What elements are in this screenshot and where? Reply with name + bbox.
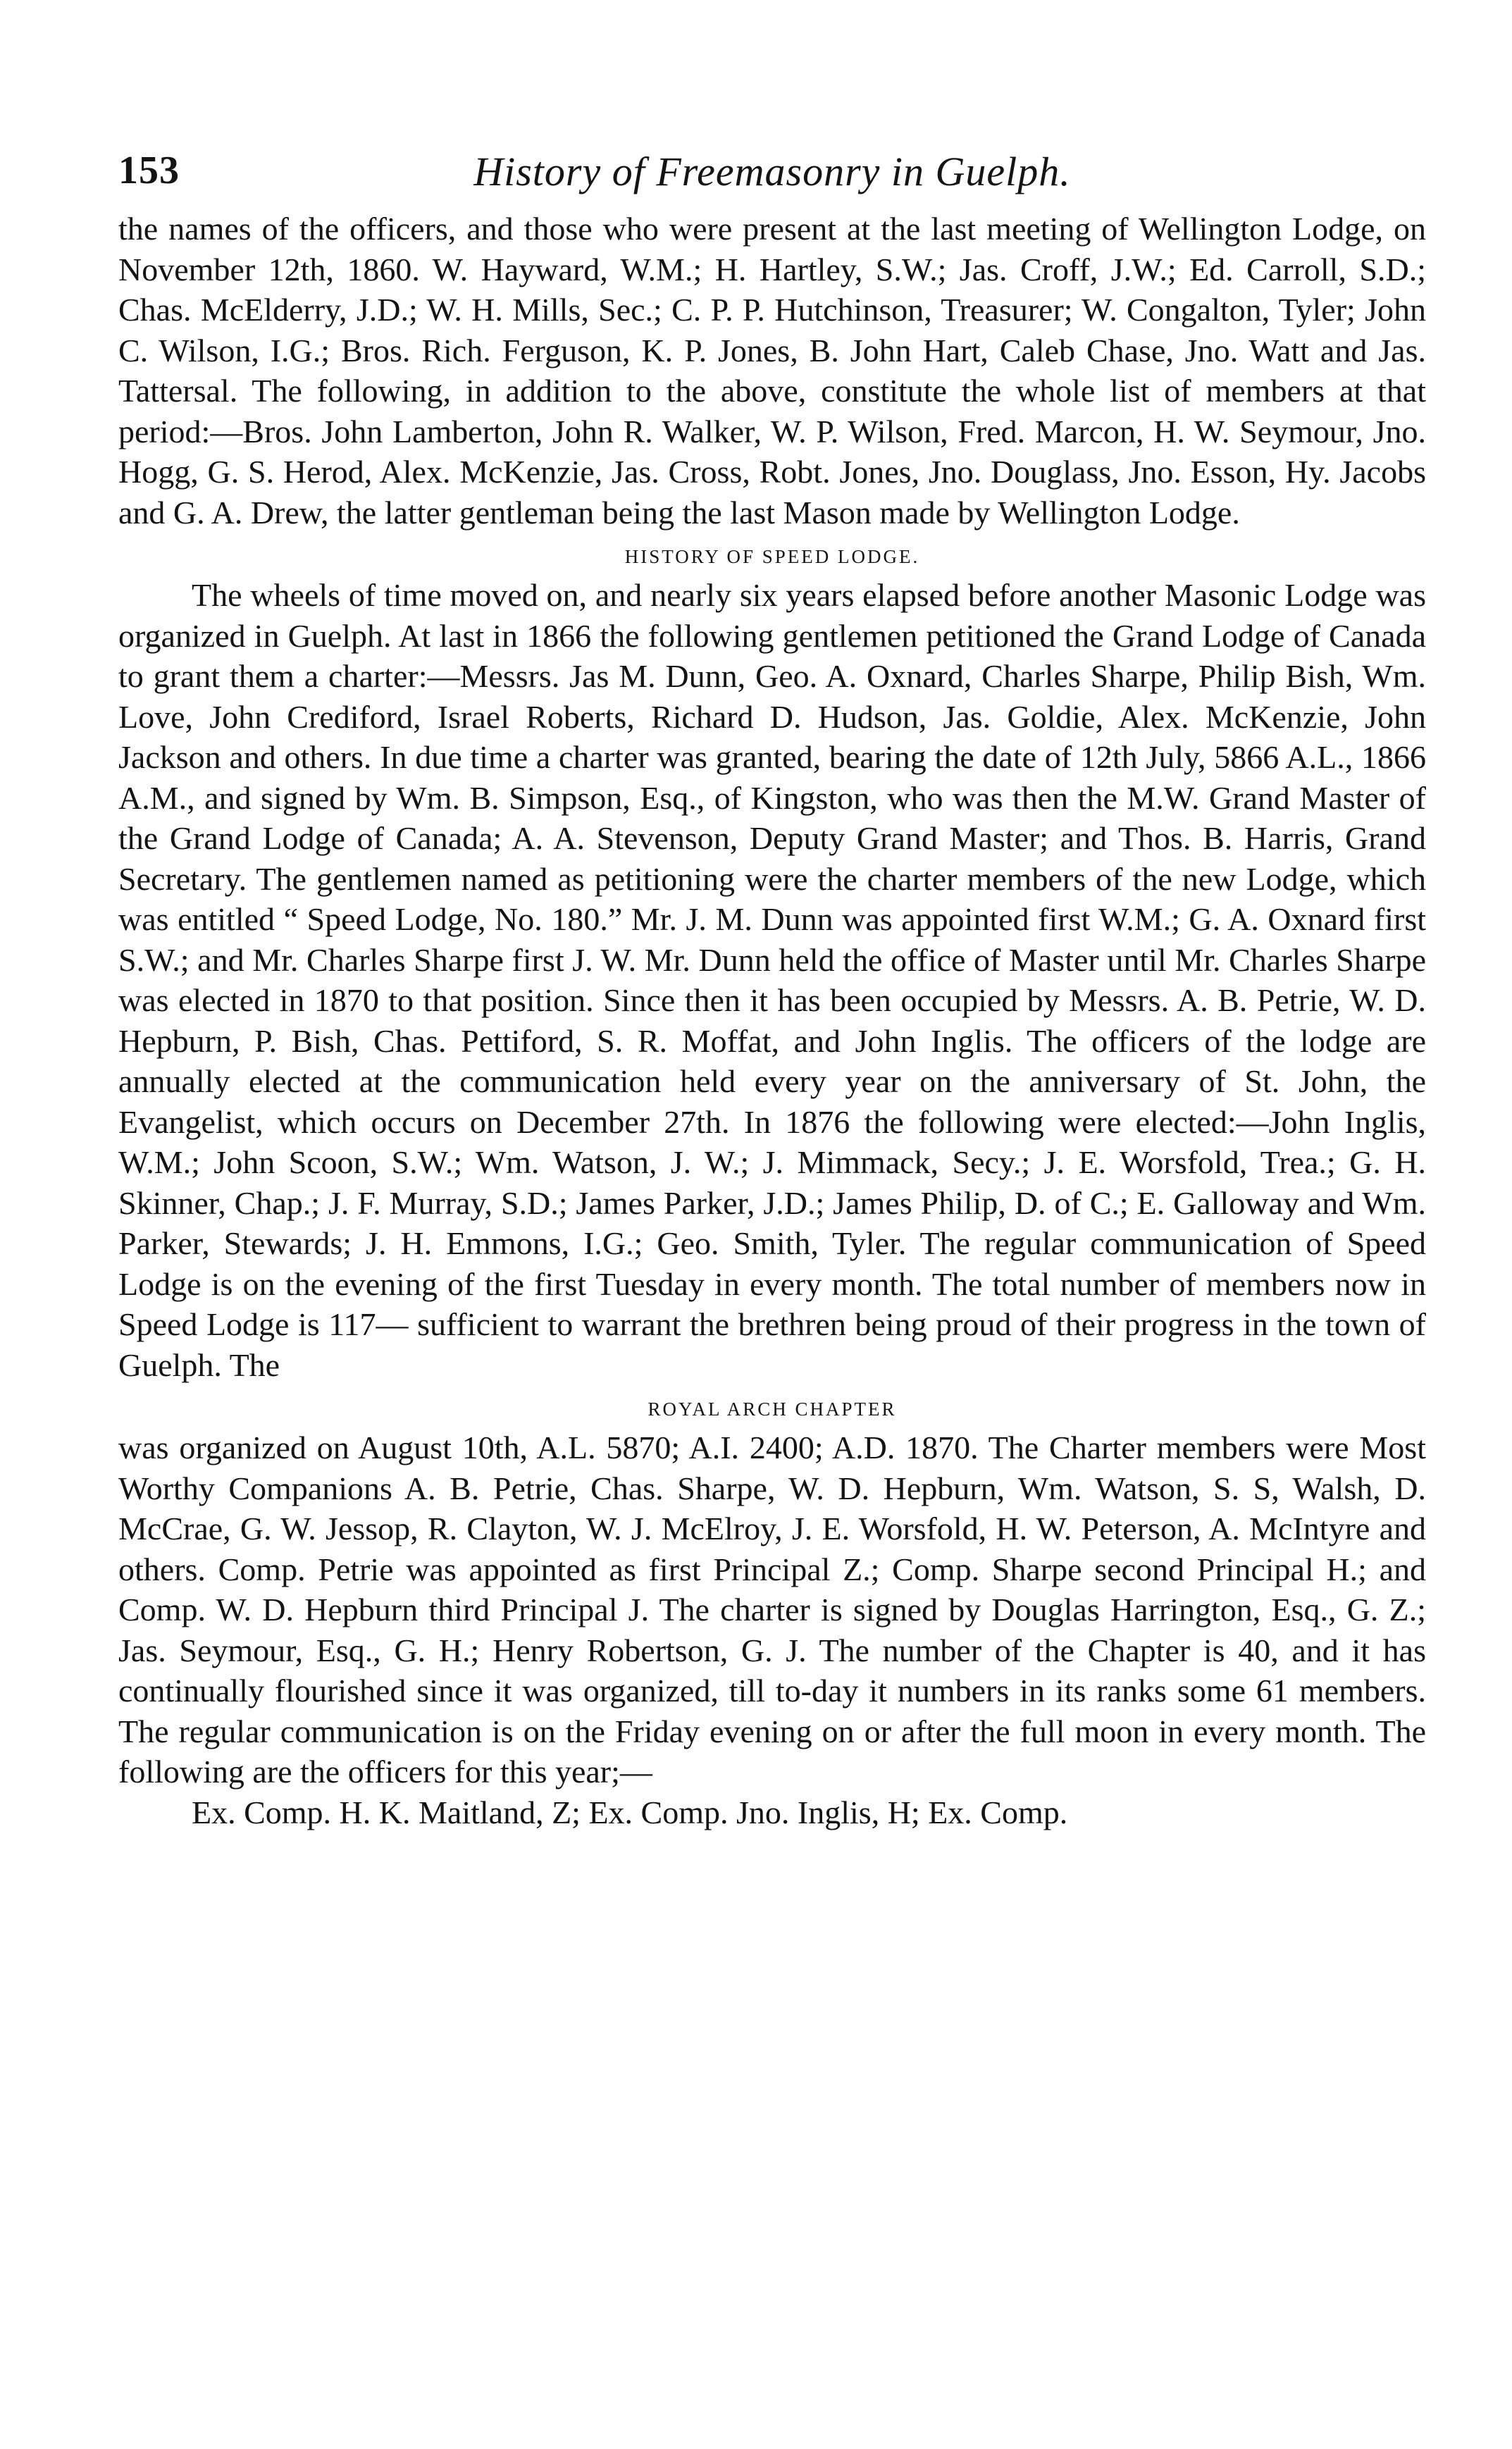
paragraph-speed-lodge: The wheels of time moved on, and nearly six years elapsed before another Masonic Lodge was organized in Guelph. At last in 1866 the following gentlemen petitioned the Grand Lodge of Canada to grant them a charter:—Messrs. Jas M. Dunn, Geo. A. Oxnard, Charles Sharpe, Philip Bish, Wm. Love, John Crediford, Israel Roberts, Richard D. Hudson, Jas. Goldie, Alex. McKenzie, John Jackson and others. In due time a charter was granted, bearing the date of 12th July, 5866 A.L., 1866 A.M., and signed by Wm. B. Simpson, Esq., of Kingston, who was then the M.W. Grand Master of the Grand Lodge of Canada; A. A. Stevenson, Deputy Grand Master; and Thos. B. Harris, Grand Secretary. The gentlemen named as petitioning were the charter members of the new Lodge, which was entitled “ Speed Lodge, No. 180.” Mr. J. M. Dunn was appointed first W.M.; G. A. Oxnard first S.W.; and Mr. Charles Sharpe first J. W. Mr. Dunn held the office of Master until Mr. Charles Sharpe was elected in 1870 to that position. Since then it has been occupied by Messrs. A. B. Petrie, W. D. Hepburn, P. Bish, Chas. Pettiford, S. R. Moffat, and John Inglis. The officers of the lodge are annually elected at the communication held every year on the anniversary of St. John, the Evangelist, which occurs on December 27th. In 1876 the following were elected:—John Inglis, W.M.; John Scoon, S.W.; Wm. Watson, J. W.; J. Mimmack, Secy.; J. E. Worsfold, Trea.; G. H. Skinner, Chap.; J. F. Murray, S.D.; James Parker, J.D.; James Philip, D. of C.; E. Galloway and Wm. Parker, Stewards; J. H. Emmons, I.G.; Geo. Smith, Tyler. The regular communication of Speed Lodge is on the evening of the first Tuesday in every month. The total number of members now in Speed Lodge is 117— sufficient to warrant the brethren being proud of their progress in the town of Guelph. The (118, 577, 1426, 1383)
heading-speed-lodge: HISTORY OF SPEED LODGE. (624, 546, 920, 567)
page-number: 153 (118, 149, 180, 192)
paragraph-officers-list: Ex. Comp. H. K. Maitland, Z; Ex. Comp. Jno. Inglis, H; Ex. Comp. (192, 1794, 1068, 1830)
running-title: History of Freemasonry in Guelph. (473, 149, 1071, 194)
heading-royal-arch-chapter: ROYAL ARCH CHAPTER (647, 1399, 897, 1420)
running-head (118, 148, 1426, 204)
paragraph-royal-arch-chapter: was organized on August 10th, A.L. 5870; A.I. 2400; A.D. 1870. The Charter members were Most Worthy Companions A. B. Petrie, Chas. Sharpe, W. D. Hepburn, Wm. Watson, S. S, Walsh, D. McCrae, G. W. Jessop, R. Clayton, W. J. McElroy, J. E. Worsfold, H. W. Peterson, A. McIntyre and others. Comp. Petrie was appointed as first Principal Z.; Comp. Sharpe second Principal H.; and Comp. W. D. Hepburn third Principal J. The charter is signed by Douglas Harrington, Esq., G. Z.; Jas. Seymour, Esq., G. H.; Henry Robertson, G. J. The number of the Chapter is 40, and it has continually flourished since it was organized, till to-day it numbers in its ranks some 61 members. The regular communication is on the Friday evening on or after the full moon in every month. The following are the officers for this year;— (118, 1430, 1426, 1790)
paragraph-wellington-members: the names of the officers, and those who were present at the last meeting of Wellington Lodge, on November 12th, 1860. W. Hayward, W.M.; H. Hartley, S.W.; Jas. Croff, J.W.; Ed. Carroll, S.D.; Chas. McElderry, J.D.; W. H. Mills, Sec.; C. P. P. Hutchinson, Treasurer; W. Congalton, Tyler; John C. Wilson, I.G.; Bros. Rich. Ferguson, K. P. Jones, B. John Hart, Caleb Chase, Jno. Watt and Jas. Tattersal. The following, in addition to the above, constitute the whole list of members at that period:—Bros. John Lamberton, John R. Walker, W. P. Wilson, Fred. Marcon, H. W. Seymour, Jno. Hogg, G. S. Herod, Alex. McKenzie, Jas. Cross, Robt. Jones, Jno. Douglass, Jno. Esson, Hy. Jacobs and G. A. Drew, the latter gentleman being the last Mason made by Wellington Lodge. (118, 211, 1426, 531)
book-page (118, 148, 1426, 1833)
